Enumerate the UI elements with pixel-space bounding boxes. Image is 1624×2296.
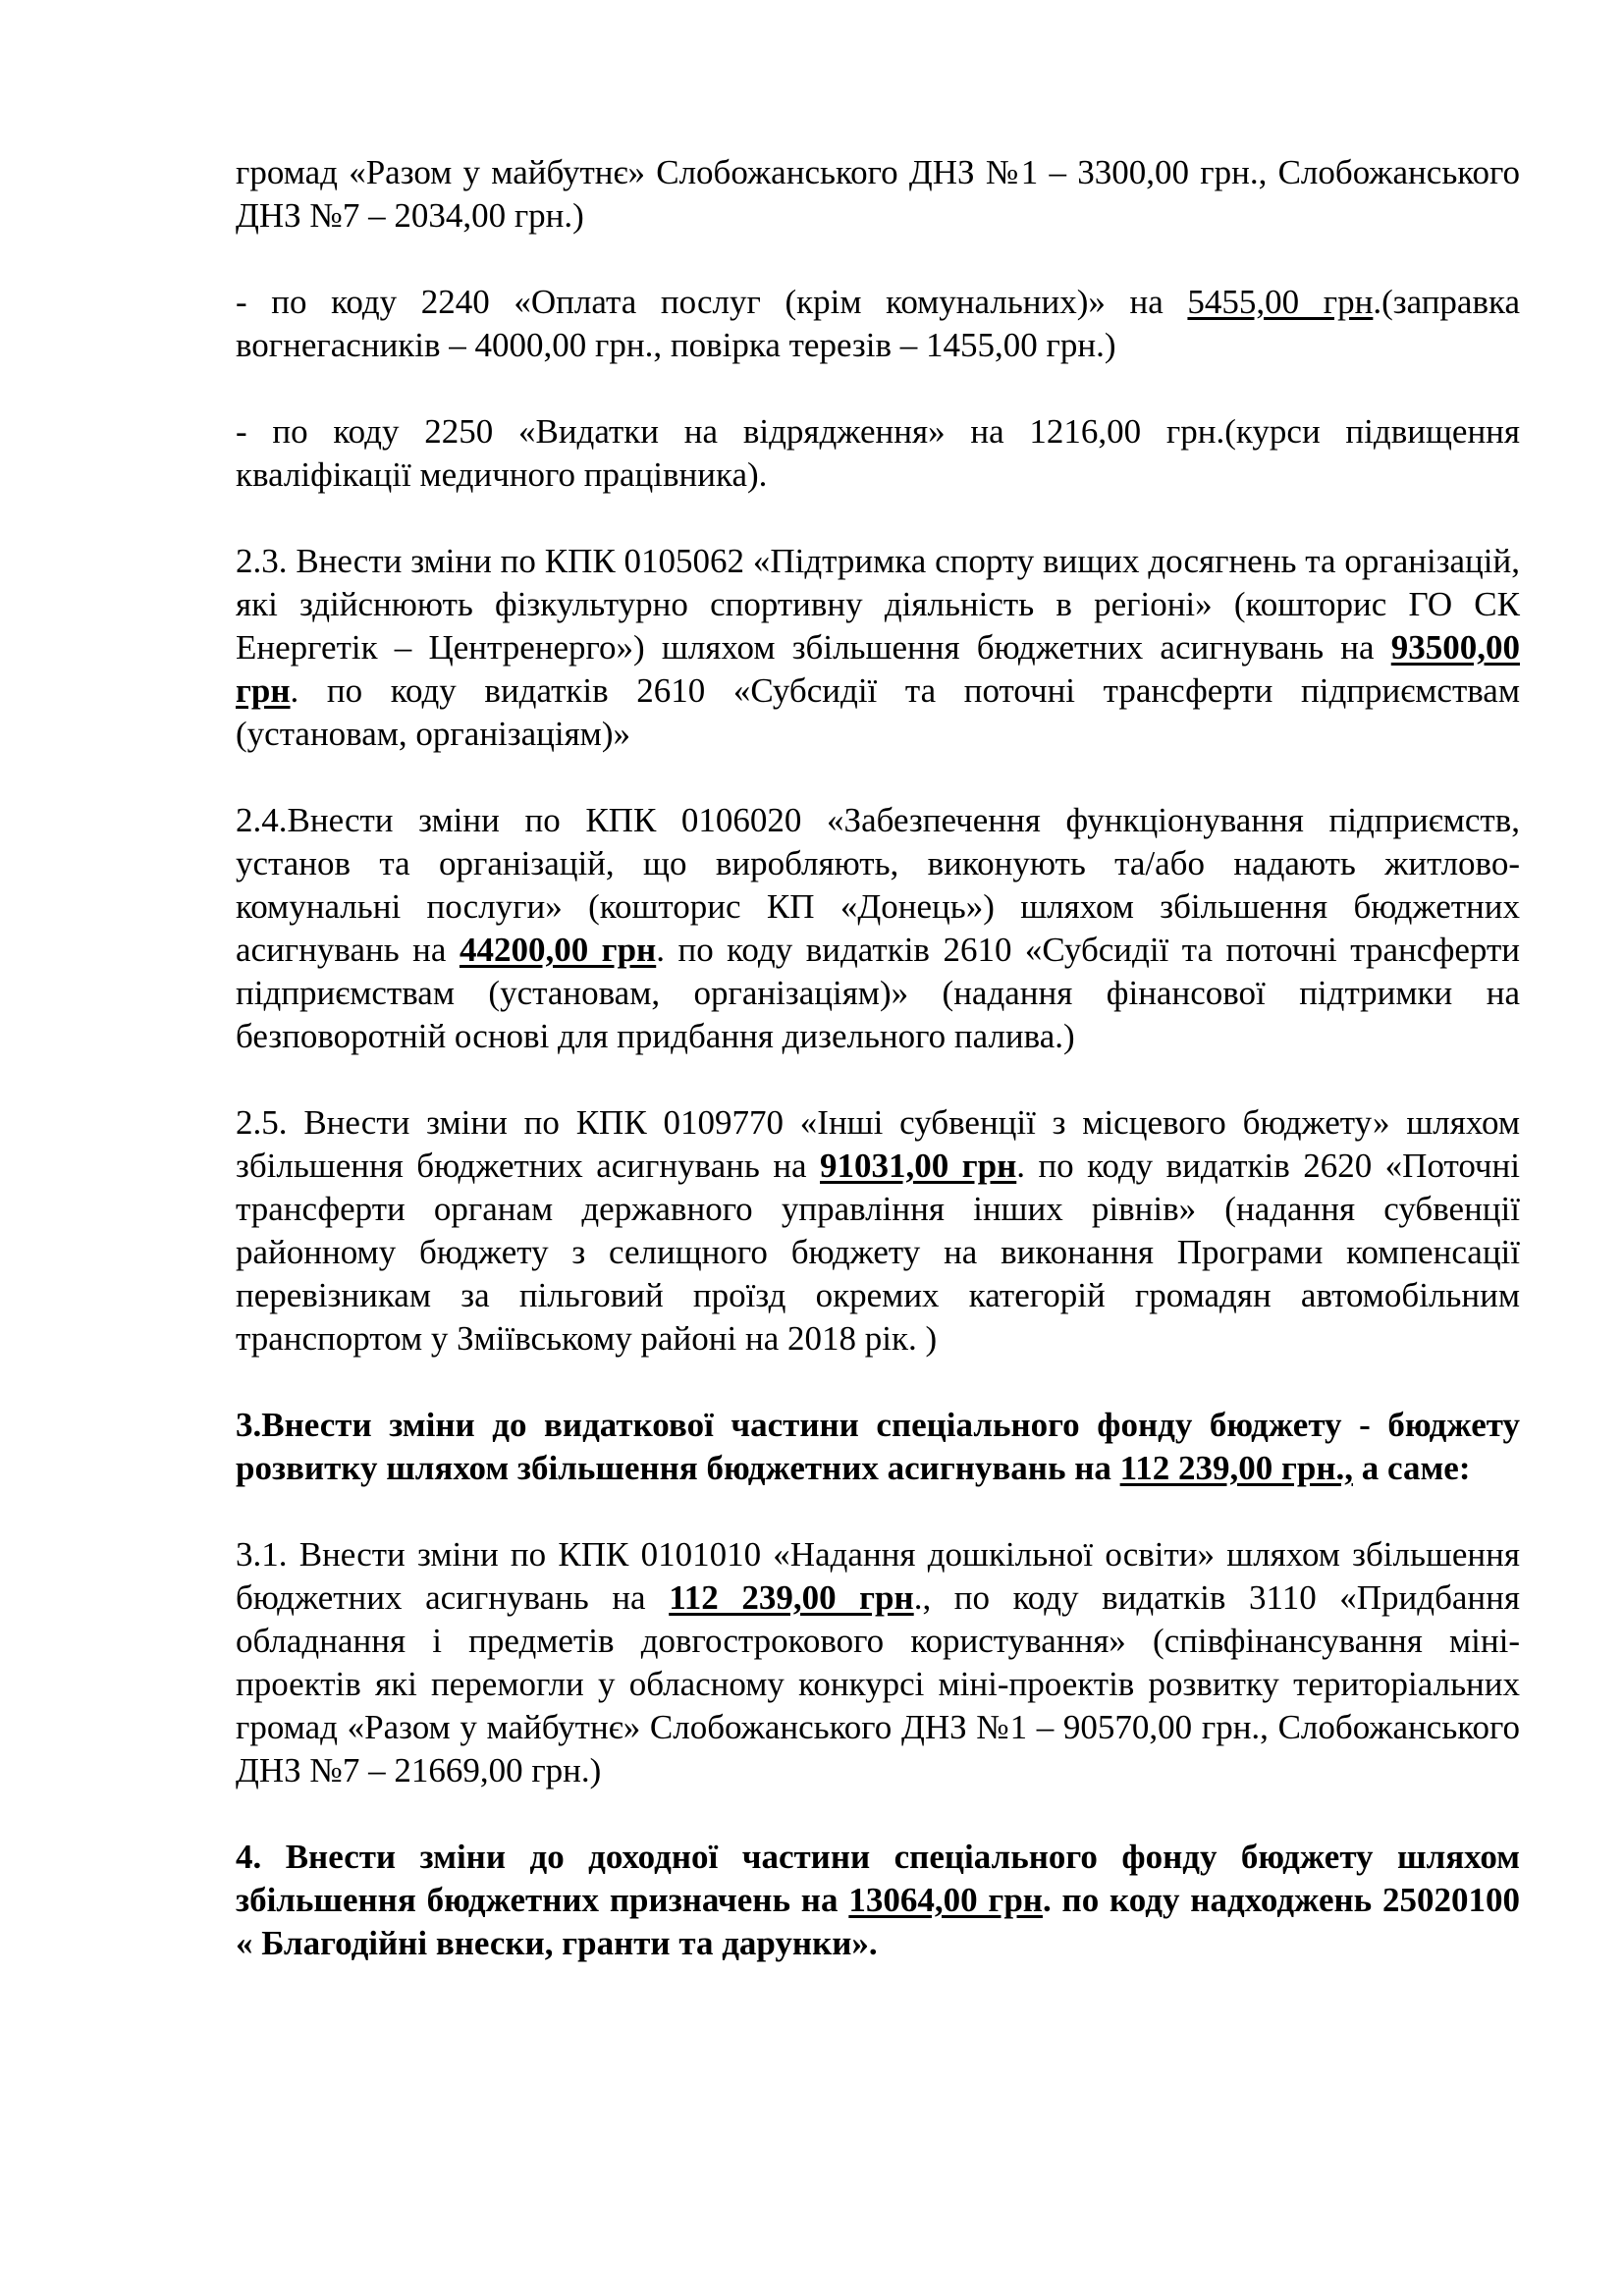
amount-bold-underlined: 91031,00 грн bbox=[820, 1147, 1017, 1185]
paragraph-text: - по коду 2240 «Оплата послуг (крім комунальних)» на bbox=[236, 283, 1188, 321]
amount-underlined: 112 239,00 грн., bbox=[1119, 1449, 1353, 1487]
paragraph-text: 2.4.Внести зміни по КПК 0106020 «Забезпечення функціонування підприємств, установ та організацій, що виробляють, виконують та/або надають житлово-комунальні послуги» (кошторис КП «Донець») шляхом збільшення бюджетних асигнувань на bbox=[236, 801, 1520, 969]
paragraph-text: 2.3. Внести зміни по КПК 0105062 «Підтримка спорту вищих досягнень та організацій, які здійснюють фізкультурно спортивну діяльність в регіоні» (кошторис ГО СК Енергетік – Центренерго») шляхом збільшення бюджетних асигнувань на bbox=[236, 542, 1520, 667]
amount-bold-underlined: 93500,00 грн bbox=[236, 628, 1520, 710]
section-4-heading bbox=[236, 1836, 1520, 1965]
paragraph-code-2240 bbox=[236, 281, 1520, 367]
paragraph-text: а саме: bbox=[1352, 1449, 1471, 1487]
paragraph-2-5 bbox=[236, 1101, 1520, 1361]
section-3-heading bbox=[236, 1404, 1520, 1490]
amount-bold-underlined: 112 239,00 грн bbox=[669, 1578, 914, 1617]
paragraph-text: .(заправка вогнегасників – 4000,00 грн., повірка терезів – 1455,00 грн.) bbox=[236, 283, 1520, 364]
paragraph-text: . по коду надходжень 25020100 « Благодійні внески, гранти та дарунки». bbox=[236, 1881, 1520, 1962]
paragraph-text: . по коду видатків 2610 «Субсидії та поточні трансферти підприємствам (установам, організаціям)» bbox=[236, 671, 1520, 753]
amount-underlined: 5455,00 грн bbox=[1187, 283, 1374, 321]
paragraph-text: 4. Внести зміни до доходної частини спеціального фонду бюджету шляхом збільшення бюджетних призначень на bbox=[236, 1838, 1520, 1919]
paragraph-text: 3.Внести зміни до видаткової частини спеціального фонду бюджету - бюджету розвитку шляхом збільшення бюджетних асигнувань на bbox=[236, 1406, 1520, 1487]
paragraph-2-4 bbox=[236, 799, 1520, 1058]
paragraph-text: . по коду видатків 2610 «Субсидії та поточні трансферти підприємствам (установам, організаціям)» (надання фінансової підтримки на безповоротній основі для придбання дизельного палива.) bbox=[236, 931, 1520, 1055]
paragraph-text: 2.5. Внести зміни по КПК 0109770 «Інші субвенції з місцевого бюджету» шляхом збільшення бюджетних асигнувань на bbox=[236, 1103, 1520, 1185]
paragraph-text: - по коду 2250 «Видатки на відрядження» на 1216,00 грн.(курси підвищення кваліфікації медичного працівника). bbox=[236, 412, 1520, 494]
paragraph-text: 3.1. Внести зміни по КПК 0101010 «Надання дошкільної освіти» шляхом збільшення бюджетних асигнувань на bbox=[236, 1535, 1520, 1617]
paragraph-text: ., по коду видатків 3110 «Придбання обладнання і предметів довгострокового користування» (співфінансування міні-проектів які перемогли у обласному конкурсі міні-проектів розвитку територіальних громад «Разом у майбутнє» Слобожанського ДНЗ №1 – 90570,00 грн., Слобожанського ДНЗ №7 – 21669,00 грн.) bbox=[236, 1578, 1520, 1789]
paragraph-continuation bbox=[236, 151, 1520, 238]
paragraph-text: . по коду видатків 2620 «Поточні трансферти органам державного управління інших рівнів» (надання субвенції районному бюджету з селищного бюджету на виконання Програми компенсації перевізникам за пільговий проїзд окремих категорій громадян автомобільним транспортом у Зміївському районі на 2018 рік. ) bbox=[236, 1147, 1520, 1358]
paragraph-code-2250 bbox=[236, 410, 1520, 497]
amount-underlined: 13064,00 грн bbox=[848, 1881, 1043, 1919]
paragraph-text: громад «Разом у майбутнє» Слобожанського ДНЗ №1 – 3300,00 грн., Слобожанського ДНЗ №7 – 2034,00 грн.) bbox=[236, 153, 1520, 235]
paragraph-2-3 bbox=[236, 540, 1520, 756]
amount-bold-underlined: 44200,00 грн bbox=[459, 931, 657, 969]
page-content bbox=[236, 151, 1520, 1965]
paragraph-3-1 bbox=[236, 1533, 1520, 1792]
